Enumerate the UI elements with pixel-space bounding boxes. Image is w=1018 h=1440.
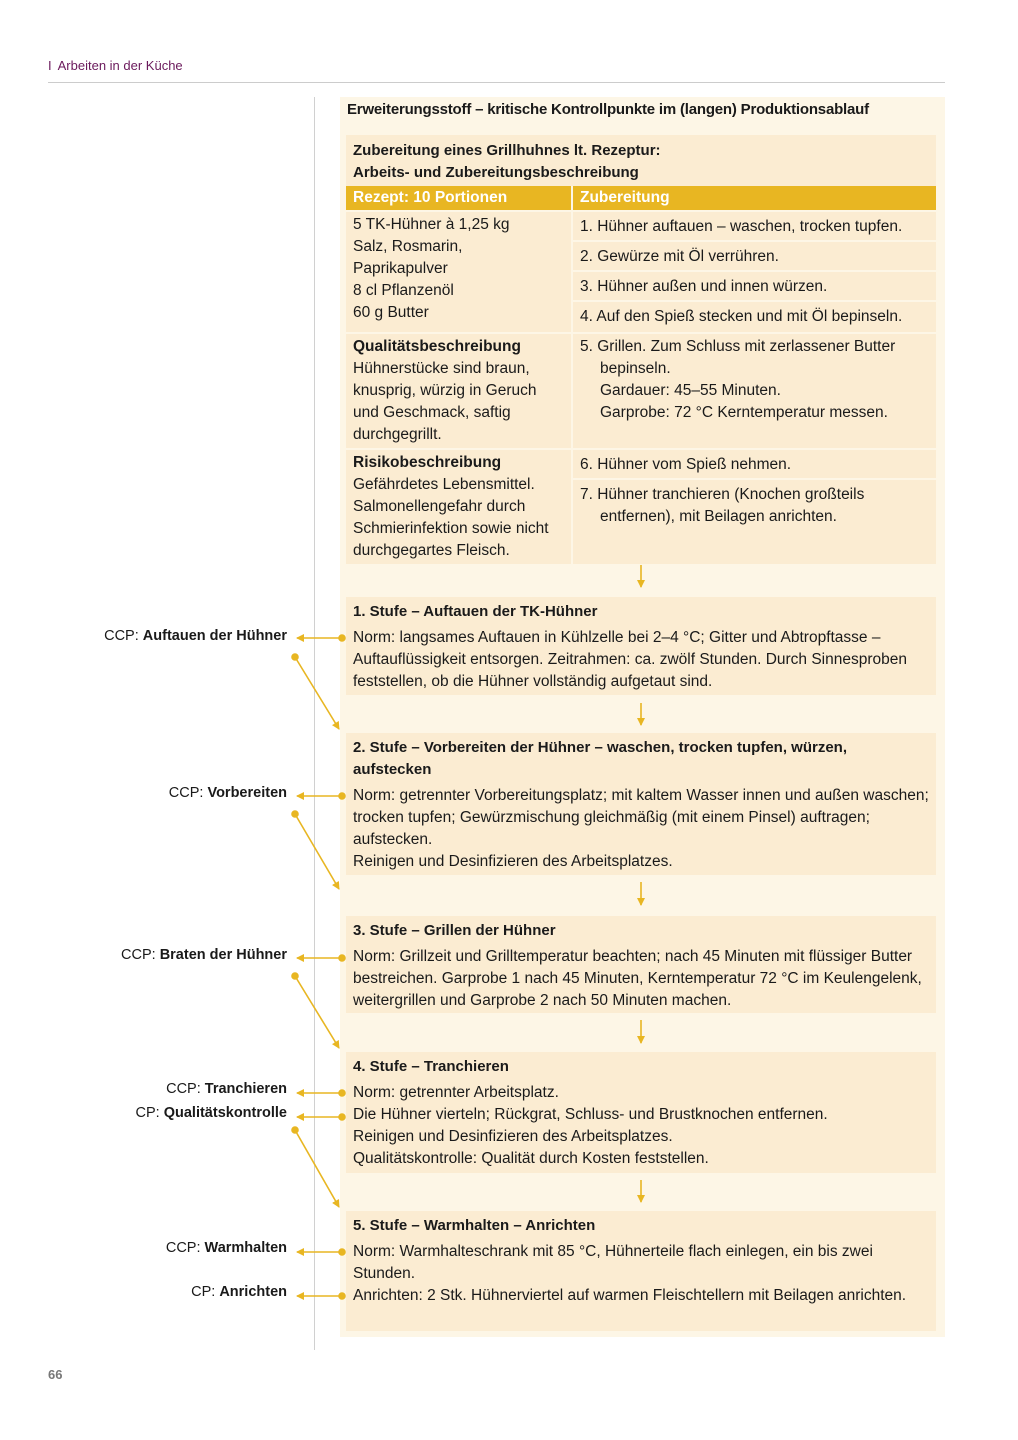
diagonal-arrow-icon [295, 814, 339, 889]
stage-text: Reinigen und Desinfizieren des Arbeitsplatzes. [353, 1128, 673, 1145]
margin-rule [314, 97, 315, 1350]
ingredients-cell [346, 211, 572, 333]
cp-label-anrichten [191, 1284, 287, 1300]
stage-3 [346, 916, 936, 1013]
running-head [48, 58, 183, 73]
stage-title: 2. Stufe – Vorbereiten der Hühner – waschen, trocken tupfen, würzen, aufstecken [353, 739, 847, 778]
ingredient: 8 cl Pflanzenöl [353, 282, 454, 299]
step: 3. Hühner außen und innen würzen. [573, 270, 936, 300]
risk-heading: Risikobeschreibung [353, 454, 502, 471]
cp-type: CCP: [166, 1081, 201, 1097]
step: 5. Grillen. Zum Schluss mit zerlassener Butter bepinseln. [580, 338, 896, 377]
stage-text: Reinigen und Desinfizieren des Arbeitsplatzes. [353, 853, 673, 870]
stage-5 [346, 1211, 936, 1331]
step: 2. Gewürze mit Öl verrühren. [573, 240, 936, 270]
ingredient: Salz, Rosmarin, [353, 238, 463, 255]
risk-cell [346, 449, 572, 564]
stage-text: Norm: langsames Auftauen in Kühlzelle bei 2–4 °C; Gitter und Abtropftasse – Auftauflüssigkeit entsorgen. Zeitrahmen: ca. zwölf Stunden. Durch Sinnesproben feststellen, ob die Hühner vollständig aufgetaut sind. [353, 629, 908, 690]
col-header-preparation: Zubereitung [572, 186, 936, 211]
stage-text: Die Hühner vierteln; Rückgrat, Schluss- und Brustknochen entfernen. [353, 1106, 828, 1123]
cp-name: Vorbereiten [207, 785, 287, 801]
cp-type: CP: [191, 1284, 216, 1300]
recipe-table [346, 186, 936, 564]
cp-label-auftauen [104, 628, 287, 644]
stage-text: Norm: getrennter Vorbereitungsplatz; mit kaltem Wasser innen und außen waschen; trocken tupfen; Gewürzmischung gleichmäßig (mit einem Pinsel) auftragen; aufstecken. [353, 787, 929, 848]
stage-4 [346, 1052, 936, 1173]
stage-text: Qualitätskontrolle: Qualität durch Kosten feststellen. [353, 1150, 709, 1167]
steps-cell [572, 211, 936, 333]
cp-type: CCP: [165, 1240, 201, 1256]
stage-title: 5. Stufe – Warmhalten – Anrichten [353, 1217, 596, 1234]
ingredient: 5 TK-Hühner à 1,25 kg [353, 216, 510, 233]
cp-label-tranchieren [166, 1081, 287, 1097]
quality-cell [346, 333, 572, 449]
table-row [346, 211, 936, 333]
quality-heading: Qualitätsbeschreibung [353, 338, 521, 355]
step: 6. Hühner vom Spieß nehmen. [580, 456, 792, 473]
header-rule [48, 82, 945, 83]
recipe-box [346, 135, 936, 564]
diagonal-arrow-icon [295, 976, 339, 1048]
recipe-table-header [346, 186, 936, 211]
cp-label-qualitaetskontrolle [136, 1105, 287, 1121]
stage-1 [346, 597, 936, 695]
stage-2 [346, 733, 936, 875]
cp-name: Anrichten [219, 1284, 287, 1300]
diagonal-arrow-icon [295, 657, 339, 729]
quality-text: Hühnerstücke sind braun, knusprig, würzig in Geruch und Geschmack, saftig durchgegrillt. [353, 360, 537, 443]
cp-label-warmhalten [166, 1240, 287, 1256]
cp-name: Tranchieren [204, 1081, 287, 1097]
cp-label-braten [121, 947, 287, 963]
cp-name: Auftauen der Hühner [142, 628, 287, 644]
table-row [346, 449, 936, 564]
cp-label-vorbereiten [169, 785, 287, 801]
ingredient: Paprikapulver [353, 260, 448, 277]
stage-title: 4. Stufe – Tranchieren [353, 1058, 509, 1075]
recipe-heading [346, 135, 936, 186]
table-row [346, 333, 936, 449]
step-5-cell [572, 333, 936, 449]
section-title: Arbeiten in der Küche [57, 58, 183, 73]
cp-type: CCP: [104, 628, 139, 644]
stage-text: Anrichten: 2 Stk. Hühnerviertel auf warmen Fleischtellern mit Beilagen anrichten. [353, 1287, 907, 1304]
steps-cell [572, 449, 936, 564]
stage-text: Norm: Warmhalteschrank mit 85 °C, Hühnerteile flach einlegen, ein bis zwei Stunden. [353, 1243, 873, 1282]
panel-title: Erweiterungsstoff – kritische Kontrollpunkte im (langen) Produktionsablauf [347, 101, 869, 118]
recipe-title-line1: Zubereitung eines Grillhuhnes lt. Rezeptur: [353, 142, 661, 159]
stage-title: 1. Stufe – Auftauen der TK-Hühner [353, 603, 598, 620]
cp-type: CCP: [168, 785, 204, 801]
page-number: 66 [48, 1367, 63, 1382]
stage-text: Norm: getrennter Arbeitsplatz. [353, 1084, 559, 1101]
risk-text: Gefährdetes Lebensmittel. Salmonellengefahr durch Schmierinfektion sowie nicht durchgegartes Fleisch. [353, 476, 549, 559]
stage-title: 3. Stufe – Grillen der Hühner [353, 922, 556, 939]
cp-type: CP: [135, 1105, 160, 1121]
cp-name: Warmhalten [204, 1240, 287, 1256]
stage-text: Norm: Grillzeit und Grilltemperatur beachten; nach 45 Minuten mit flüssiger Butter bestreichen. Garprobe 1 nach 45 Minuten, Kerntemperatur 72 °C im Keulengelenk, weitergrillen und Garprobe 2 nach 50 Minuten machen. [353, 948, 922, 1009]
step: 1. Hühner auftauen – waschen, trocken tupfen. [580, 218, 903, 235]
step-detail: Gardauer: 45–55 Minuten. [600, 382, 781, 399]
section-marker: I [48, 58, 52, 73]
step-detail: Garprobe: 72 °C Kerntemperatur messen. [600, 404, 888, 421]
recipe-title-line2: Arbeits- und Zubereitungsbeschreibung [353, 164, 639, 181]
cp-type: CCP: [121, 947, 156, 963]
step: 4. Auf den Spieß stecken und mit Öl bepinseln. [573, 300, 936, 330]
col-header-recipe: Rezept: 10 Portionen [346, 186, 572, 211]
diagonal-arrow-icon [295, 1130, 339, 1207]
cp-name: Qualitätskontrolle [163, 1105, 287, 1121]
step: 7. Hühner tranchieren (Knochen großteils entfernen), mit Beilagen anrichten. [573, 478, 936, 530]
ingredient: 60 g Butter [353, 304, 429, 321]
cp-name: Braten der Hühner [159, 947, 287, 963]
